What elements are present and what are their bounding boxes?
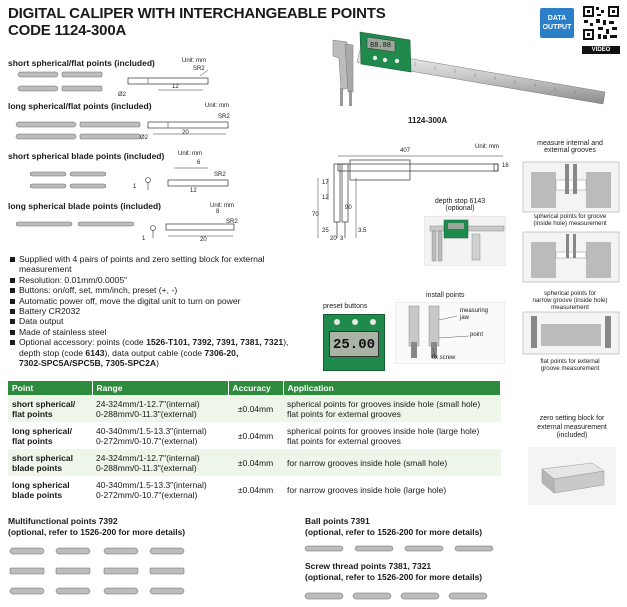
point-set-4-title: long spherical blade points (included) bbox=[8, 201, 162, 211]
cell-range: 24-324mm/1-12.7"(internal) 0-288mm/0-11.3"(external) bbox=[92, 449, 228, 476]
cell-accuracy: ±0.04mm bbox=[237, 430, 274, 441]
preset-title: preset buttons bbox=[323, 303, 368, 310]
point-set-3-thick: 1 bbox=[133, 184, 137, 190]
install-label-jaw bbox=[460, 308, 488, 322]
grooves-title-line-1: measure internal and bbox=[537, 140, 603, 147]
preset-button-row bbox=[328, 319, 382, 325]
grooves-diagrams bbox=[521, 160, 621, 372]
point-set-3-top: 6 bbox=[197, 160, 201, 166]
feature-item: Data output bbox=[8, 316, 308, 326]
accessory-codes-1: 1526-T101, 7392, 7391, 7381, 7321 bbox=[146, 337, 284, 348]
depth-stop-line-1: depth stop 6143 bbox=[434, 198, 486, 205]
model-label: 1124-300A bbox=[408, 116, 448, 125]
accessory-end: ) bbox=[156, 358, 159, 369]
install-jaw-line-1: measuring bbox=[460, 308, 489, 314]
grooves-title-line-2: external grooves bbox=[544, 147, 596, 154]
dim-90: 90 bbox=[345, 205, 352, 211]
point-set-3-radius: SR2 bbox=[214, 172, 226, 178]
cell-range: 40-340mm/1.5-13.3"(internal) 0-272mm/0-10.7"(external) bbox=[96, 425, 207, 446]
point-set-2-title: long spherical/flat points (included) bbox=[8, 101, 152, 111]
title-line-2: CODE 1124-300A bbox=[8, 22, 127, 39]
spec-table bbox=[8, 381, 501, 503]
cell-accuracy: ±0.04mm bbox=[237, 484, 274, 495]
cell-accuracy: ±0.04mm bbox=[228, 449, 283, 476]
dim-3-5: 3.5 bbox=[358, 228, 367, 234]
point-set-1-dia: Ø2 bbox=[118, 92, 127, 98]
accessory-prefix: Optional accessory: points (code bbox=[19, 337, 147, 348]
screw-points-sub: (optional, refer to 1526-200 for more details) bbox=[305, 571, 483, 582]
cell-accuracy: ±0.04mm bbox=[228, 395, 283, 422]
cell-point: long spherical/ flat points bbox=[12, 425, 72, 446]
cell-application: spherical points for grooves inside hole (small hole) flat points for external grooves bbox=[283, 395, 501, 422]
install-label-point: point bbox=[470, 332, 484, 338]
caliper-product-image bbox=[315, 30, 615, 130]
accessory-mid-1: ), bbox=[283, 337, 289, 348]
screw-points-heading bbox=[305, 561, 482, 582]
preset-lcd-readout: 25.00 bbox=[329, 331, 379, 357]
zero-block-caption bbox=[520, 415, 624, 441]
point-set-4-radius: SR2 bbox=[226, 219, 238, 225]
groove-caption-1 bbox=[518, 213, 622, 227]
groove-diagram-1 bbox=[523, 162, 619, 212]
header-accuracy: Accuracy bbox=[228, 381, 283, 395]
feature-item: Supplied with 4 pairs of points and zero setting block for external measurement bbox=[8, 254, 308, 275]
cell-range: 40-340mm/1.5-13.3"(internal) 0-272mm/0-10.7"(external) bbox=[96, 479, 207, 500]
point-set-4-unit: Unit: mm bbox=[210, 203, 234, 209]
table-row bbox=[8, 449, 501, 476]
install-label-screw: fix screw bbox=[432, 355, 456, 361]
cell-point: short spherical blade points bbox=[8, 449, 92, 476]
screw-points-photo bbox=[303, 588, 513, 604]
groove-caption-2-line-3: measurement bbox=[551, 304, 589, 312]
cell-application: spherical points for grooves inside hole (large hole) flat points for external grooves bbox=[287, 425, 480, 446]
ball-points-heading bbox=[305, 516, 482, 537]
groove-caption-3 bbox=[518, 358, 622, 372]
groove-caption-3-line-2: groove measurement bbox=[540, 365, 600, 373]
preset-minus-button[interactable] bbox=[352, 319, 358, 325]
point-set-2-radius: SR2 bbox=[218, 114, 230, 120]
zero-block-line-2: external measurement bbox=[537, 423, 607, 431]
point-set-1-drawing bbox=[8, 66, 218, 104]
cell-range: 24-324mm/1-12.7"(internal) 0-288mm/0-11.3"(external) bbox=[92, 395, 228, 422]
point-set-3-title: short spherical blade points (included) bbox=[8, 151, 165, 161]
header-application: Application bbox=[283, 381, 501, 395]
point-set-4-thick: 1 bbox=[142, 236, 146, 242]
groove-caption-1-line-1: spherical points for groove bbox=[533, 213, 607, 220]
point-set-1-length: 12 bbox=[172, 84, 179, 90]
ball-points-photo bbox=[303, 542, 503, 556]
point-set-3-length: 12 bbox=[190, 188, 197, 194]
multi-points-heading bbox=[8, 516, 185, 537]
depth-stop-caption bbox=[430, 198, 490, 212]
cell-application: for narrow grooves inside hole (small hole) bbox=[283, 449, 501, 476]
feature-item: Buttons: on/off, set, mm/inch, preset (+, -) bbox=[8, 285, 308, 295]
screw-points-title: Screw thread points 7381, 7321 bbox=[305, 561, 432, 571]
accessory-codes-3: 7306-20, bbox=[204, 347, 239, 358]
groove-caption-3-line-1: flat points for external bbox=[540, 358, 600, 365]
install-jaw-line-2: jaw bbox=[460, 315, 470, 321]
groove-caption-2 bbox=[518, 290, 622, 312]
point-set-2-length: 20 bbox=[182, 130, 189, 136]
feature-item: Resolution: 0.01mm/0.0005" bbox=[8, 275, 308, 285]
badge-line-2: OUTPUT bbox=[542, 24, 572, 31]
groove-caption-2-line-1: spherical points for bbox=[544, 290, 596, 297]
accessory-prefix-2: depth stop (code bbox=[19, 347, 86, 358]
header-range: Range bbox=[92, 381, 228, 395]
ball-points-title: Ball points 7391 bbox=[305, 516, 370, 526]
dim-3: 3 bbox=[340, 236, 344, 242]
dim-20: 20 bbox=[330, 236, 337, 242]
point-set-4-drawing bbox=[8, 208, 243, 248]
multi-points-photo bbox=[8, 542, 198, 604]
groove-caption-2-line-2: narrow groove (inside hole) bbox=[532, 297, 608, 305]
grooves-title bbox=[520, 140, 620, 154]
table-row bbox=[8, 422, 501, 449]
dim-12: 12 bbox=[322, 195, 329, 201]
feature-item-accessory bbox=[8, 337, 308, 368]
dim-25: 25 bbox=[322, 228, 329, 234]
dim-17: 17 bbox=[322, 180, 329, 186]
table-row bbox=[8, 476, 501, 503]
depth-stop-line-2: (optional) bbox=[445, 205, 475, 212]
video-label: VIDEO bbox=[582, 46, 620, 54]
multi-points-sub: (optional, refer to 1526-200 for more details) bbox=[8, 526, 186, 537]
install-title: install points bbox=[426, 292, 465, 299]
point-set-1-unit: Unit: mm bbox=[182, 58, 206, 64]
point-set-1-radius: SR2 bbox=[193, 66, 205, 72]
header-point: Point bbox=[8, 381, 92, 395]
dim-overall: 407 bbox=[400, 148, 411, 154]
dim-right: 16 bbox=[502, 163, 509, 169]
point-set-2-unit: Unit: mm bbox=[205, 103, 229, 109]
depth-stop-photo bbox=[424, 216, 506, 266]
groove-diagram-2 bbox=[523, 232, 619, 282]
cell-point: short spherical/ flat points bbox=[8, 395, 92, 422]
cell-application: for narrow grooves inside hole (large hole) bbox=[287, 484, 447, 495]
badge-line-1: DATA bbox=[547, 15, 567, 22]
feature-list bbox=[8, 254, 308, 368]
accessory-codes-2: 6143 bbox=[85, 347, 105, 358]
point-set-3-drawing bbox=[8, 158, 238, 198]
multi-points-title: Multifunctional points 7392 bbox=[8, 516, 118, 526]
feature-item: Automatic power off, move the digital unit to turn on power bbox=[8, 296, 308, 306]
main-drawing-unit: Unit: mm bbox=[475, 144, 499, 150]
zero-block-line-3: (included) bbox=[556, 432, 588, 439]
accessory-mid-2: ), data output cable (code bbox=[104, 347, 205, 358]
title-line-1: DIGITAL CALIPER WITH INTERCHANGEABLE POINTS bbox=[8, 5, 386, 22]
svg-text:88.88: 88.88 bbox=[370, 42, 392, 50]
set-button[interactable] bbox=[370, 319, 376, 325]
accessory-codes-4: 7302-SPC5A/SPC5B, 7305-SPC2A bbox=[19, 358, 157, 369]
zero-block-line-1: zero setting block for bbox=[539, 415, 605, 422]
ball-points-sub: (optional, refer to 1526-200 for more details) bbox=[305, 526, 483, 537]
feature-item: Battery CR2032 bbox=[8, 306, 308, 316]
point-set-2-dia: Ø2 bbox=[140, 135, 149, 141]
table-row bbox=[8, 395, 501, 422]
preset-display-photo bbox=[323, 314, 385, 371]
groove-diagram-3 bbox=[523, 312, 619, 354]
point-set-4-top: 8 bbox=[216, 209, 220, 215]
point-set-4-length: 20 bbox=[200, 237, 207, 243]
groove-caption-1-line-2: (inside hole) measurement bbox=[533, 220, 607, 228]
point-set-1-title: short spherical/flat points (included) bbox=[8, 58, 155, 68]
dim-70: 70 bbox=[312, 212, 319, 218]
feature-item: Made of stainless steel bbox=[8, 327, 308, 337]
cell-point: long spherical blade points bbox=[12, 479, 70, 500]
point-set-3-unit: Unit: mm bbox=[178, 151, 202, 157]
zero-block-photo bbox=[528, 447, 616, 505]
preset-plus-button[interactable] bbox=[334, 319, 340, 325]
table-header-row bbox=[8, 381, 501, 395]
point-set-2-drawing bbox=[8, 112, 238, 148]
